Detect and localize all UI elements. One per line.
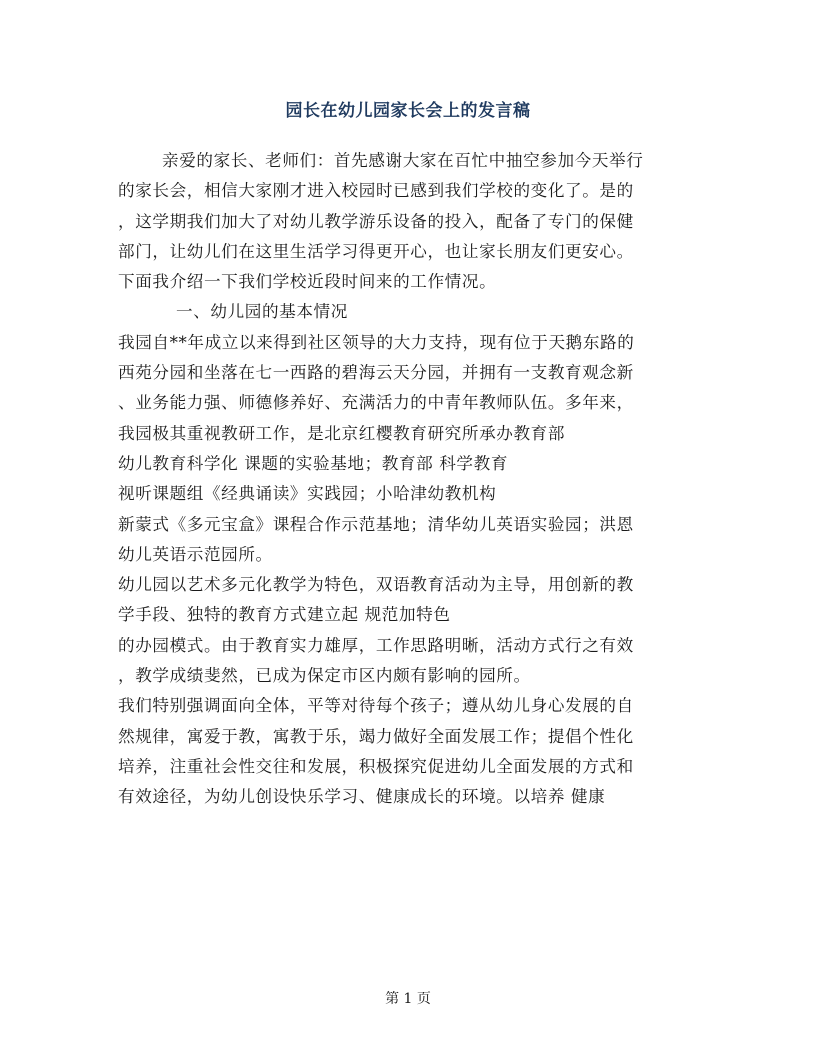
paragraph-line: 我们特别强调面向全体，平等对待每个孩子；遵从幼儿身心发展的自	[118, 696, 634, 716]
document-body	[118, 146, 696, 813]
paragraph-line: 西苑分园和坐落在七一西路的碧海云天分园，并拥有一支教育观念新	[118, 363, 634, 383]
paragraph-line: 、业务能力强、师德修养好、充满活力的中青年教师队伍。多年来，	[118, 393, 634, 413]
paragraph-line: 我园自**年成立以来得到社区领导的大力支持，现有位于天鹅东路的	[118, 332, 635, 352]
paragraph-line: 幼儿教育科学化 课题的实验基地；教育部 科学教育	[118, 453, 509, 473]
paragraph-line: 的办园模式。由于教育实力雄厚，工作思路明晰，活动方式行之有效	[118, 635, 634, 655]
paragraph-line: 培养，注重社会性交往和发展，积极探究促进幼儿全面发展的方式和	[118, 756, 634, 776]
paragraph-line: 我园极其重视教研工作，是北京红樱教育研究所承办教育部	[118, 423, 566, 443]
paragraph-line: 幼儿园以艺术多元化教学为特色，双语教育活动为主导，用创新的教	[118, 575, 634, 595]
paragraph-line: 下面我介绍一下我们学校近段时间来的工作情况。	[118, 272, 497, 292]
paragraph-line: 有效途径，为幼儿创设快乐学习、健康成长的环境。以培养 健康	[118, 787, 606, 807]
paragraph-line: 亲爱的家长、老师们：首先感谢大家在百忙中抽空参加今天举行	[162, 151, 644, 170]
paragraph-line: ，教学成绩斐然，已成为保定市区内颇有影响的园所。	[118, 666, 531, 686]
paragraph-line: ，这学期我们加大了对幼儿教学游乐设备的投入，配备了专门的保健	[118, 211, 634, 231]
paragraph-line: 学手段、独特的教育方式建立起 规范加特色	[118, 605, 451, 625]
paragraph-line: 的家长会，相信大家刚才进入校园时已感到我们学校的变化了。是的	[118, 181, 634, 201]
paragraph-line: 幼儿英语示范园所。	[118, 544, 273, 564]
paragraph-line: 视听课题组《经典诵读》实践园；小哈津幼教机构	[118, 484, 497, 504]
section-heading: 一、幼儿园的基本情况	[176, 302, 348, 322]
paragraph-line: 然规律，寓爱于教，寓教于乐，竭力做好全面发展工作；提倡个性化	[118, 726, 634, 746]
page-number: 第 1 页	[385, 991, 431, 1007]
paragraph-line: 部门，让幼儿们在这里生活学习得更开心，也让家长朋友们更安心。	[118, 241, 634, 261]
paragraph-line: 新蒙式《多元宝盒》课程合作示范基地；清华幼儿英语实验园；洪恩	[118, 514, 634, 534]
document-title: 园长在幼儿园家长会上的发言稿	[285, 101, 531, 121]
